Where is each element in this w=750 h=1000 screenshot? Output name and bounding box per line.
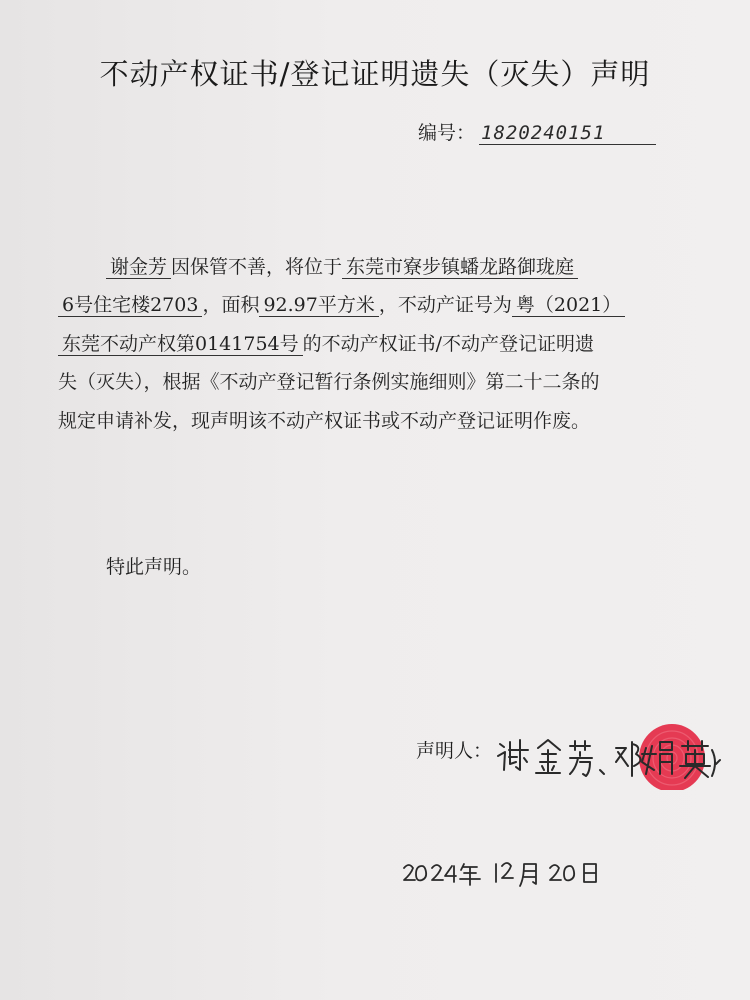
applicant-name: 谢金芳 <box>106 256 171 279</box>
handwritten-date <box>400 852 620 892</box>
body-line-2 <box>58 286 708 324</box>
address-part-2: 6号住宅楼2703 <box>58 294 202 317</box>
body-text-3: ，不动产证号为 <box>378 294 512 317</box>
handwritten-signature <box>490 720 740 790</box>
certificate-number-part-2: 东莞不动产权第0141754号 <box>58 333 303 356</box>
body-text-6: 规定申请补发，现声明该不动产权证书或不动产登记证明作废。 <box>58 409 591 432</box>
body-text-1: 因保管不善，将位于 <box>171 256 343 278</box>
property-area: 92.97平方米 <box>259 294 378 317</box>
serial-number-row <box>418 118 656 145</box>
serial-label: 编号： <box>418 122 476 144</box>
body-line-1 <box>58 248 708 286</box>
certificate-number-part-1: 粤（2021） <box>512 294 625 317</box>
body-line-3 <box>58 325 708 363</box>
serial-number-value: 1820240151 <box>479 122 656 145</box>
body-text-5: 失（灭失），根据《不动产登记暂行条例实施细则》第二十二条的 <box>58 371 600 394</box>
declaration-body <box>58 248 708 440</box>
body-text-4: 的不动产权证书/不动产登记证明遗 <box>302 332 595 355</box>
body-line-4 <box>58 363 708 401</box>
body-text-2: ，面积 <box>202 294 260 317</box>
declarant-label: 声明人： <box>416 740 493 762</box>
document-title: 不动产权证书/登记证明遗失（灭失）声明 <box>99 57 651 91</box>
address-part-1: 东莞市寮步镇蟠龙路御珑庭 <box>342 256 578 279</box>
closing-statement: 特此声明。 <box>106 556 202 578</box>
body-line-5 <box>58 402 708 440</box>
